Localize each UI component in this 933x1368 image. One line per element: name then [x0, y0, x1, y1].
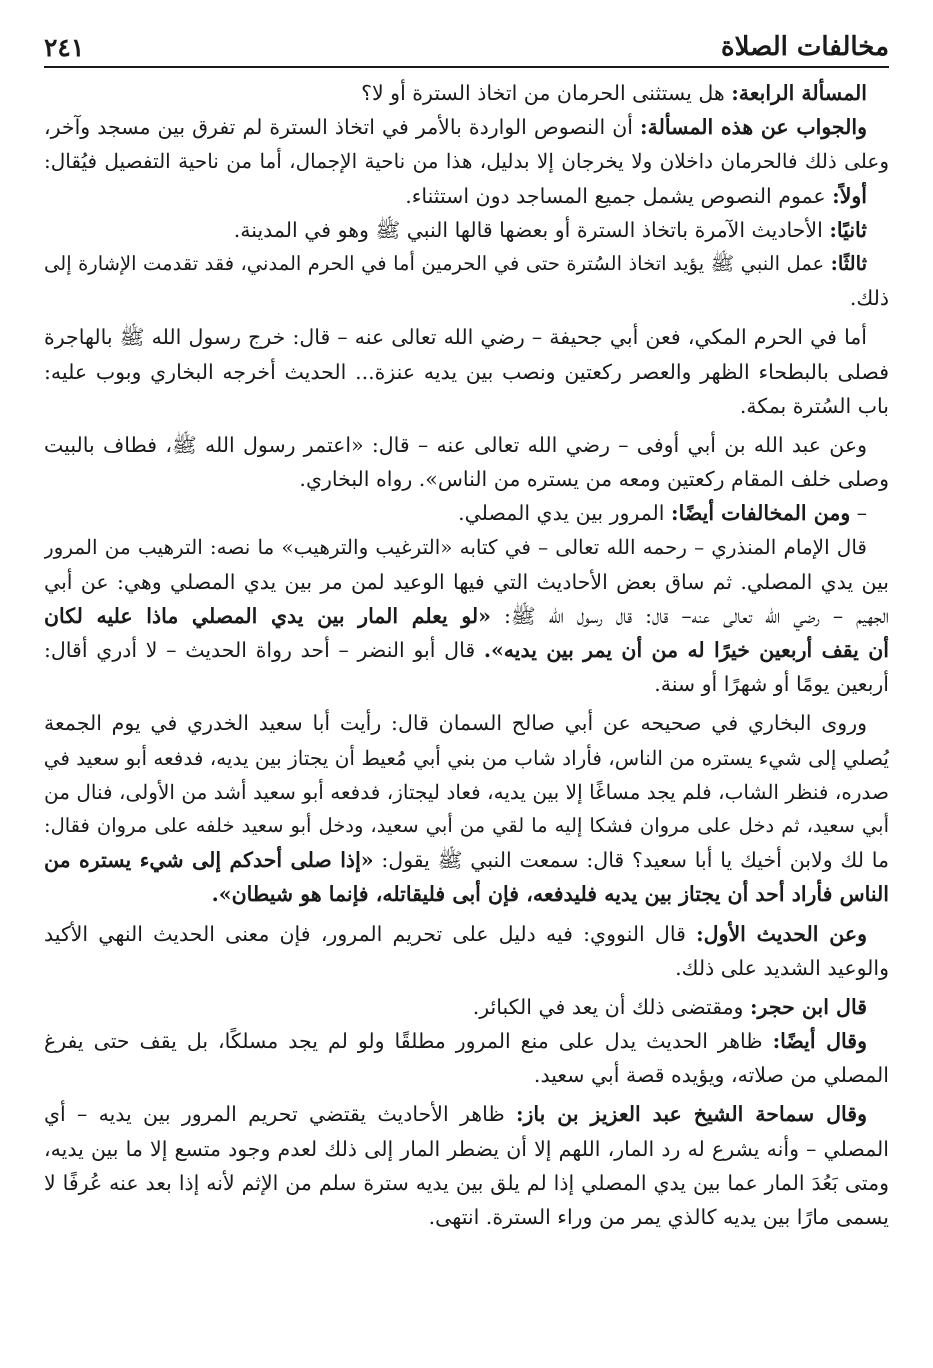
text-line — [44, 741, 889, 775]
page-header — [44, 24, 889, 68]
bold-run: «لو يعلم المار بين يدي المصلي ماذا عليه لكان — [44, 603, 491, 628]
bold-run: قال ابن حجر: — [749, 994, 867, 1019]
text-line — [44, 917, 889, 951]
bold-run: ومن المخالفات أيضًا: — [671, 501, 851, 526]
text-run: وصلى خلف المقام ركعتين ومعه من يستره من الناس». رواه البخاري. — [299, 467, 889, 492]
text-line — [44, 599, 889, 633]
text-run: أن النصوص الواردة بالأمر في اتخاذ السترة لم تفرق بين مسجد وآخر، — [44, 115, 641, 140]
text-run: أربعين يومًا أو شهرًا أو سنة. — [654, 672, 889, 697]
text-line — [44, 428, 889, 462]
text-line — [44, 633, 889, 667]
text-line — [44, 667, 889, 701]
text-run: ظاهر الحديث يدل على منع المرور مطلقًا ولو لم يجد مسلكًا، بل يقف حتى يفرغ — [44, 1029, 773, 1054]
bold-run: وقال سماحة الشيخ عبد العزيز بن باز: — [515, 1102, 867, 1127]
text-run: – — [850, 501, 867, 526]
text-line — [44, 179, 889, 213]
bold-run: الناس فأراد أحد أن يجتاز بين يديه فليدفعه، فإن أبى فليقاتله، فإنما هو شيطان». — [211, 882, 889, 907]
text-run: يُصلي إلى شيء يستره من الناس، فأراد شاب من بني أبي مُعيط أن يجتاز بين يديه، فدفعه أبو سعيد في — [44, 745, 889, 770]
text-run: عمل النبي ﷺ يؤيد اتخاذ السُترة حتى في الحرمين أما في الحرم المدني، فقد تقدمت الإشارة إلى — [44, 251, 831, 275]
text-line — [44, 76, 889, 110]
bold-run: والجواب عن هذه المسألة: — [640, 115, 867, 140]
text-line — [44, 496, 889, 530]
text-run: وروى البخاري في صحيحه عن أبي صالح السمان قال: رأيت أبا سعيد الخدري في يوم الجمعة — [44, 711, 867, 736]
text-run: ما لك ولابن أخيك يا أبا سعيد؟ قال: سمعت النبي ﷺ يقول: — [373, 848, 889, 873]
text-line — [44, 843, 889, 877]
text-line — [44, 877, 889, 911]
text-run: أما في الحرم المكي، فعن أبي جحيفة – رضي الله تعالى عنه – قال: خرج رسول الله ﷺ بالهاجرة — [44, 325, 867, 350]
text-line — [44, 355, 889, 389]
text-line — [44, 247, 889, 281]
text-run: أبي سعيد، ثم دخل على مروان فشكا إليه ما لقي من أبي سعيد، ودخل أبو سعيد خلفه على مروان فقال: — [44, 813, 889, 837]
text-run: والوعيد الشديد على ذلك. — [675, 955, 889, 980]
text-run: قال النووي: فيه دليل على تحريم المرور، فإن معنى الحديث النهي الأكيد — [44, 921, 697, 946]
text-line — [44, 462, 889, 496]
text-line — [44, 1024, 889, 1058]
text-run: الجهيم – رضي الله تعالى عنه– قال: قال رسول الله ﷺ: — [490, 603, 889, 628]
text-run: بين يدي المصلي. ثم ساق بعض الأحاديث التي فيها الوعيد لمن مر بين يدي المصلي وهي: عن أبي — [44, 569, 889, 594]
running-title: مخالفات الصلاة — [721, 32, 889, 62]
text-line — [44, 144, 889, 178]
text-run: قال الإمام المنذري – رحمه الله تعالى – في كتابه «الترغيب والترهيب» ما نصه: الترهيب من المرور — [44, 535, 867, 560]
text-run: المصلي من صلاته، ويؤيده قصة أبي سعيد. — [533, 1063, 889, 1088]
text-run: صدره، فنظر الشاب، فلم يجد مساغًا إلا بين يديه، فعاد ليجتاز، فدفعه أبو سعيد أشد من الأولى، فنال من — [44, 779, 889, 804]
text-line — [44, 706, 889, 740]
text-run: عموم النصوص يشمل جميع المساجد دون استثناء. — [405, 183, 833, 208]
text-line — [44, 775, 889, 809]
text-run: هل يستثنى الحرمان من اتخاذ السترة أو لا؟ — [361, 81, 732, 105]
text-line — [44, 1097, 889, 1131]
bold-run: وقال أيضًا: — [772, 1029, 868, 1054]
text-line — [44, 389, 889, 423]
text-run: وعلى ذلك فالحرمان داخلان ولا يخرجان إلا بدليل، هذا من ناحية الإجمال، أما من ناحية التفصيل فيُقال: — [44, 149, 889, 174]
bold-run: ثالثًا: — [830, 251, 867, 275]
text-run: باب السُترة بمكة. — [739, 393, 889, 418]
text-line — [44, 530, 889, 564]
text-run: ظاهر الأحاديث يقتضي تحريم المرور بين يديه – أي — [44, 1102, 516, 1127]
bold-run: أولاً: — [832, 183, 867, 208]
text-run: المصلي – وأنه يشرع له رد المار، اللهم إلا أن يضطر المار إلى ذلك لعدم وجود متسع إلا ما بين يديه، — [44, 1136, 889, 1161]
text-line — [44, 951, 889, 985]
text-line — [44, 809, 889, 843]
page-number: ٢٤١ — [44, 33, 85, 62]
text-run: قال أبو النضر – أحد رواة الحديث – لا أدري أقال: — [44, 638, 484, 662]
text-line — [44, 565, 889, 599]
text-run: يسمى مارًا بين يديه كالذي يمر من وراء السترة. انتهى. — [428, 1205, 889, 1229]
text-line — [44, 213, 889, 247]
text-line — [44, 1132, 889, 1166]
text-run: فصلى بالبطحاء الظهر والعصر ركعتين ونصب بين يديه عنزة... الحديث أخرجه البخاري وبوب عليه: — [44, 359, 889, 384]
text-line — [44, 1200, 889, 1234]
text-line — [44, 110, 889, 144]
text-line — [44, 281, 889, 315]
text-line — [44, 1166, 889, 1200]
text-run: ومتى بَعُدَ المار عما بين يدي المصلي إذا لم يلق بين يديه سترة سلم من الإثم لأنه إذا بعد عنه عُرفًا لا — [44, 1170, 889, 1195]
text-line — [44, 320, 889, 354]
bold-run: وعن الحديث الأول: — [696, 921, 868, 946]
text-run: ذلك. — [849, 286, 889, 311]
text-run: ومقتضى ذلك أن يعد في الكبائر. — [472, 994, 750, 1019]
page-body — [44, 76, 889, 1234]
bold-run: أن يقف أربعين خيرًا له من أن يمر بين يديه». — [483, 638, 889, 662]
bold-run: المسألة الرابعة: — [731, 81, 867, 105]
bold-run: ثانيًا: — [829, 217, 867, 242]
text-run: الأحاديث الآمرة باتخاذ السترة أو بعضها قالها النبي ﷺ وهو في المدينة. — [233, 217, 830, 242]
bold-run: «إذا صلى أحدكم إلى شيء يستره من — [44, 848, 374, 873]
text-line — [44, 990, 889, 1024]
text-line — [44, 1058, 889, 1092]
text-run: وعن عبد الله بن أبي أوفى – رضي الله تعالى عنه – قال: «اعتمر رسول الله ﷺ، فطاف بالبيت — [44, 432, 867, 457]
text-run: المرور بين يدي المصلي. — [458, 501, 672, 526]
